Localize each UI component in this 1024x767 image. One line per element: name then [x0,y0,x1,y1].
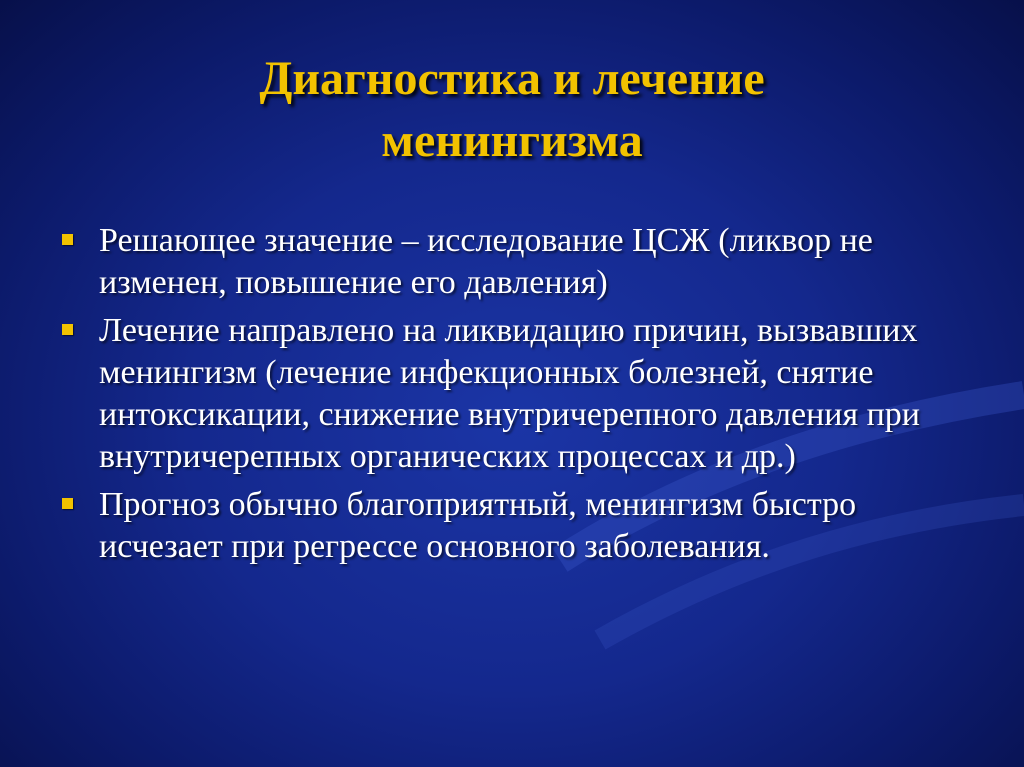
bullet-item [62,220,982,304]
bullet-item [62,484,982,568]
bullet-item [62,310,982,478]
bullet-square-icon [62,498,73,509]
bullet-text: Прогноз обычно благоприятный, менингизм быстро исчезает при регрессе основного заболевания. [99,486,857,565]
bullet-square-icon [62,234,73,245]
slide-title-line-1: Диагностика и лечение [259,52,765,105]
bullet-square-icon [62,324,73,335]
bullet-text: Решающее значение – исследование ЦСЖ (ликвор не изменен, повышение его давления) [99,222,873,301]
slide-title [0,48,1024,172]
slide-title-line-2: менингизма [381,114,643,167]
bullet-list [62,220,982,574]
bullet-text: Лечение направлено на ликвидацию причин, вызвавших менингизм (лечение инфекционных болезней, снятие интоксикации, снижение внутричерепного давления при внутричерепных органических процессах и др.) [99,312,920,475]
